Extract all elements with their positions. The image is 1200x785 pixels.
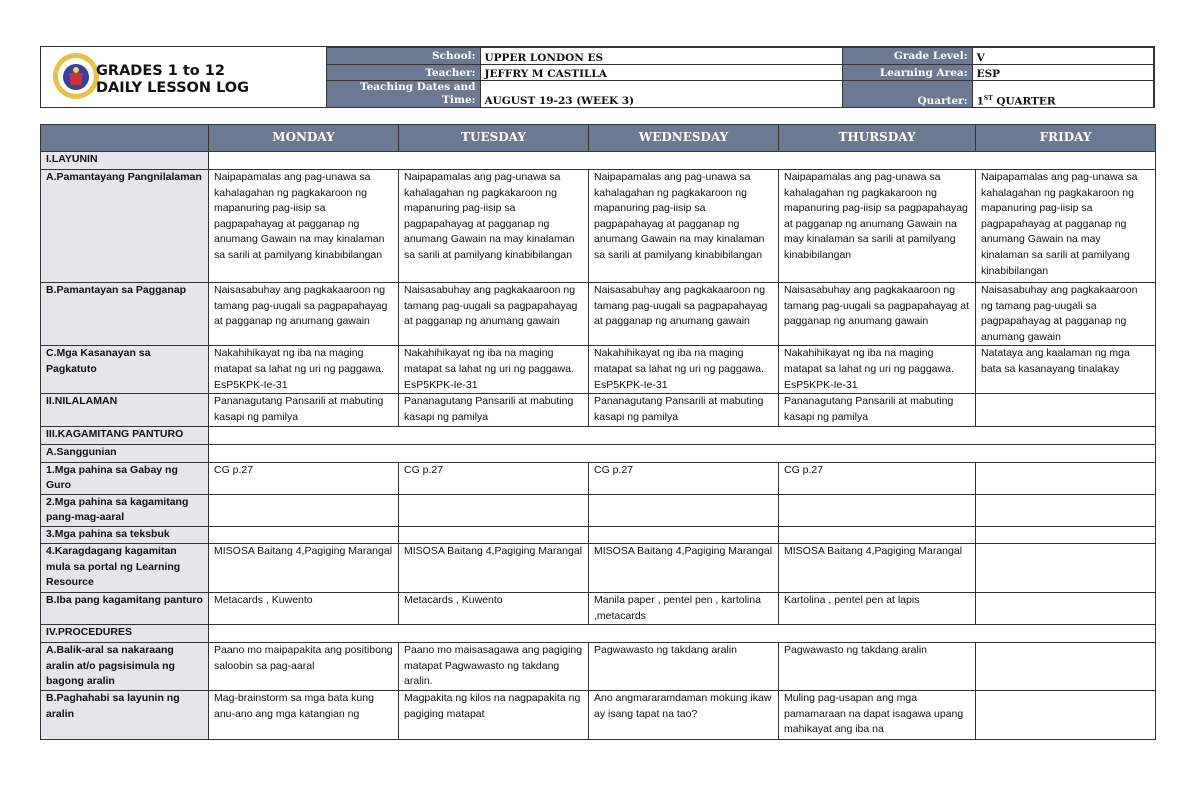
day-cell-tuesday: Metacards , Kuwento [399, 592, 589, 624]
row-label: 2.Mga pahina sa kagamitang pang-mag-aaral [41, 494, 209, 526]
table-row [41, 643, 1156, 691]
day-cell-thursday: CG p.27 [779, 462, 976, 494]
day-cell-friday: Naisasabuhay ang pagkakaaroon ng tamang pag-uugali sa pagpapahayag at pagganap ng anumang gawain [976, 283, 1156, 346]
day-cell-friday [976, 592, 1156, 624]
day-cell-monday: Naipapamalas ang pag-unawa sa kahalagahan ng pagkakaroon ng mapanuring pag-iisip sa pagpapahayag at pagganap ng anumang Gawain na may kinalaman sa sarili at pamilyang kinabibilangan [209, 170, 399, 283]
day-cell-monday: Paano mo maipapakita ang positibong saloobin sa pag-aaral [209, 643, 399, 691]
day-cell-monday: Nakahihikayat ng iba na maging matapat sa lahat ng uri ng paggawa. EsP5KPK-Ie-31 [209, 346, 399, 394]
table-row [41, 690, 1156, 739]
day-cell-thursday [779, 494, 976, 526]
corner-header [41, 125, 209, 152]
day-cell-monday [209, 526, 399, 543]
dates-label-line1: Teaching Dates and [359, 81, 476, 93]
day-header-thursday: THURSDAY [779, 125, 976, 152]
day-header-row [41, 125, 1156, 152]
section-span-cell [209, 152, 1156, 170]
table-row [41, 543, 1156, 592]
day-header-monday: MONDAY [209, 125, 399, 152]
table-row [41, 592, 1156, 624]
day-cell-friday [976, 462, 1156, 494]
row-label: A.Balik-aral sa nakaraang aralin at/o pagsisimula ng bagong aralin [41, 643, 209, 691]
row-label: I.LAYUNIN [41, 152, 209, 170]
day-cell-wednesday: Naipapamalas ang pag-unawa sa kahalagahan ng pagkakaroon ng mapanuring pag-iisip sa pagpapahayag at pagganap ng anumang Gawain na may kinalaman sa sarili at pamilyang kinabibilangan [589, 170, 779, 283]
day-cell-wednesday: CG p.27 [589, 462, 779, 494]
row-label: B.Pamantayan sa Pagganap [41, 283, 209, 346]
day-cell-friday [976, 394, 1156, 426]
day-cell-tuesday: CG p.27 [399, 462, 589, 494]
day-cell-wednesday: Pananagutang Pansarili at mabuting kasapi ng pamilya [589, 394, 779, 426]
day-cell-friday [976, 526, 1156, 543]
table-row [41, 462, 1156, 494]
day-cell-tuesday: Naisasabuhay ang pagkakaaroon ng tamang pag-uugali sa pagpapahayag at pagganap ng anumang gawain [399, 283, 589, 346]
day-cell-monday [209, 494, 399, 526]
day-cell-wednesday: Ano angmararamdaman mokung ikaw ay isang tapat na tao? [589, 690, 779, 739]
day-cell-tuesday: Magpakita ng kilos na nagpapakita ng pagiging matapat [399, 690, 589, 739]
row-label: 1.Mga pahina sa Gabay ng Guro [41, 462, 209, 494]
table-row [41, 152, 1156, 170]
grade-level-label: Grade Level: [842, 48, 972, 65]
quarter-value [972, 81, 1153, 108]
table-row [41, 394, 1156, 426]
teaching-dates-label [327, 81, 481, 108]
school-value: UPPER LONDON ES [480, 48, 842, 65]
day-cell-thursday: Muling pag-usapan ang mga pamamaraan na dapat isagawa upang mahikayat ang iba na [779, 690, 976, 739]
row-label: IV.PROCEDURES [41, 625, 209, 643]
row-label: B.Iba pang kagamitang panturo [41, 592, 209, 624]
table-row [41, 625, 1156, 643]
teacher-label: Teacher: [327, 65, 481, 81]
table-row [41, 170, 1156, 283]
day-cell-thursday: Nakahihikayat ng iba na maging matapat sa lahat ng uri ng paggawa. EsP5KPK-Ie-31 [779, 346, 976, 394]
table-row [41, 346, 1156, 394]
quarter-text: QUARTER [992, 95, 1056, 107]
row-label: 3.Mga pahina sa teksbuk [41, 526, 209, 543]
day-cell-monday: Pananagutang Pansarili at mabuting kasapi ng pamilya [209, 394, 399, 426]
day-cell-wednesday: Pagwawasto ng takdang aralin [589, 643, 779, 691]
day-cell-wednesday: Naisasabuhay ang pagkakaaroon ng tamang pag-uugali sa pagpapahayag at pagganap ng anumang gawain [589, 283, 779, 346]
lesson-log-table [40, 124, 1156, 740]
quarter-num: 1 [976, 95, 984, 107]
teaching-dates-value: AUGUST 19-23 (WEEK 3) [480, 81, 842, 108]
table-row [41, 426, 1156, 444]
day-cell-thursday [779, 526, 976, 543]
day-cell-monday: CG p.27 [209, 462, 399, 494]
deped-seal-logo [51, 51, 101, 101]
row-label: III.KAGAMITANG PANTURO [41, 426, 209, 444]
row-label: C.Mga Kasanayan sa Pagkatuto [41, 346, 209, 394]
title-line-2: DAILY LESSON LOG [96, 80, 250, 96]
day-cell-monday: MISOSA Baitang 4,Pagiging Marangal [209, 543, 399, 592]
day-cell-thursday: Pagwawasto ng takdang aralin [779, 643, 976, 691]
day-header-wednesday: WEDNESDAY [589, 125, 779, 152]
day-cell-friday [976, 494, 1156, 526]
table-row [41, 526, 1156, 543]
day-cell-friday [976, 690, 1156, 739]
table-row [41, 283, 1156, 346]
day-cell-tuesday: MISOSA Baitang 4,Pagiging Marangal [399, 543, 589, 592]
day-header-tuesday: TUESDAY [399, 125, 589, 152]
day-cell-thursday: Naipapamalas ang pag-unawa sa kahalagahan ng pagkakaroon ng mapanuring pag-iisip sa pagpapahayag at pagganap ng anumang Gawain na may kinalaman sa sarili at pamilyang kinabibilangan [779, 170, 976, 283]
day-cell-thursday: Kartolina , pentel pen at lapis [779, 592, 976, 624]
learning-area-label: Learning Area: [842, 65, 972, 81]
day-cell-friday [976, 643, 1156, 691]
day-cell-tuesday: Naipapamalas ang pag-unawa sa kahalagahan ng pagkakaroon ng mapanuring pag-iisip sa pagpapahayag at pagganap ng anumang Gawain na may kinalaman sa sarili at pamilyang kinabibilangan [399, 170, 589, 283]
day-cell-tuesday: Paano mo maisasagawa ang pagiging matapat Pagwawasto ng takdang aralin. [399, 643, 589, 691]
row-label: 4.Karagdagang kagamitan mula sa portal ng Learning Resource [41, 543, 209, 592]
school-label: School: [327, 48, 481, 65]
row-label: II.NILALAMAN [41, 394, 209, 426]
day-header-friday: FRIDAY [976, 125, 1156, 152]
dates-label-line2: Time: [442, 94, 476, 106]
day-cell-wednesday: MISOSA Baitang 4,Pagiging Marangal [589, 543, 779, 592]
quarter-sup: ST [983, 94, 993, 102]
day-cell-wednesday: Nakahihikayat ng iba na maging matapat sa lahat ng uri ng paggawa. EsP5KPK-Ie-31 [589, 346, 779, 394]
day-cell-monday: Metacards , Kuwento [209, 592, 399, 624]
day-cell-tuesday: Pananagutang Pansarili at mabuting kasapi ng pamilya [399, 394, 589, 426]
day-cell-friday: Naipapamalas ang pag-unawa sa kahalagahan ng pagkakaroon ng mapanuring pag-iisip sa pagpapahayag at pagganap ng anumang Gawain na may kinalaman sa sarili at pamilyang kinabibilangan [976, 170, 1156, 283]
day-cell-thursday: Naisasabuhay ang pagkakaaroon ng tamang pag-uugali sa pagpapahayag at pagganap ng anumang gawain [779, 283, 976, 346]
section-span-cell [209, 426, 1156, 444]
learning-area-value: ESP [972, 65, 1153, 81]
row-label: A.Sanggunian [41, 444, 209, 462]
row-label: B.Paghahabi sa layunin ng aralin [41, 690, 209, 739]
day-cell-friday: Natataya ang kaalaman ng mga bata sa kasanayang tinalakay [976, 346, 1156, 394]
quarter-label: Quarter: [842, 81, 972, 108]
teacher-value: JEFFRY M CASTILLA [480, 65, 842, 81]
day-cell-thursday: MISOSA Baitang 4,Pagiging Marangal [779, 543, 976, 592]
header-info-table [326, 47, 1154, 108]
grade-level-value: V [972, 48, 1153, 65]
table-row [41, 494, 1156, 526]
lesson-log-header [40, 46, 1155, 108]
day-cell-wednesday [589, 526, 779, 543]
row-label: A.Pamantayang Pangnilalaman [41, 170, 209, 283]
day-cell-wednesday: Manila paper , pentel pen , kartolina ,metacards [589, 592, 779, 624]
section-span-cell [209, 625, 1156, 643]
day-cell-tuesday [399, 526, 589, 543]
day-cell-tuesday [399, 494, 589, 526]
title-line-1: GRADES 1 to 12 [96, 63, 225, 79]
day-cell-monday: Mag-brainstorm sa mga bata kung anu-ano ang mga katangian ng [209, 690, 399, 739]
day-cell-monday: Naisasabuhay ang pagkakaaroon ng tamang pag-uugali sa pagpapahayag at pagganap ng anumang gawain [209, 283, 399, 346]
day-cell-thursday: Pananagutang Pansarili at mabuting kasapi ng pamilya [779, 394, 976, 426]
section-span-cell [209, 444, 1156, 462]
table-row [41, 444, 1156, 462]
day-cell-tuesday: Nakahihikayat ng iba na maging matapat sa lahat ng uri ng paggawa. EsP5KPK-Ie-31 [399, 346, 589, 394]
day-cell-wednesday [589, 494, 779, 526]
day-cell-friday [976, 543, 1156, 592]
